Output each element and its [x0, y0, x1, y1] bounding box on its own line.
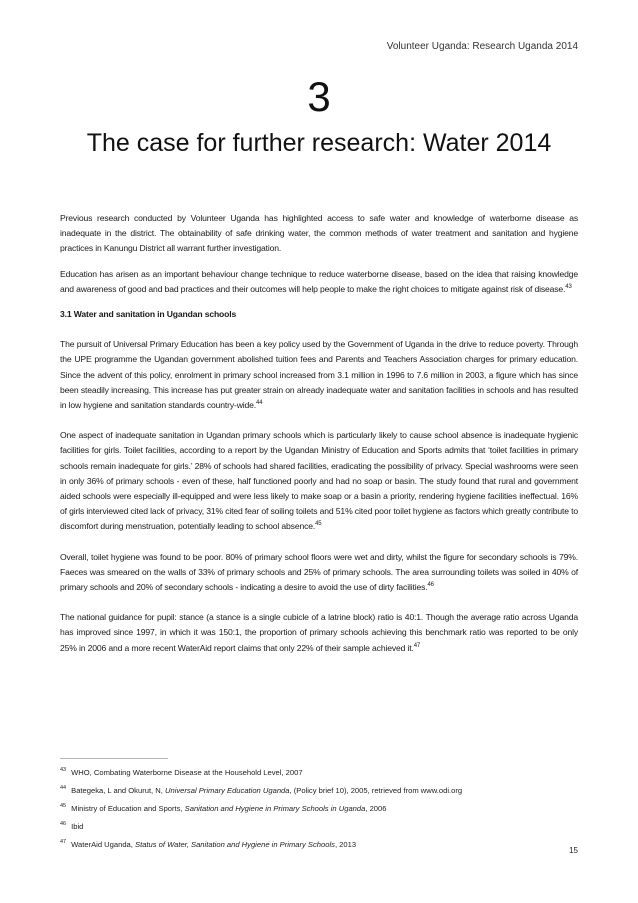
section-paragraph: The national guidance for pupil: stance (a stance is a single cubicle of a latrine block) ratio is 40:1. Though the average ratio across Uganda has improved since 1997, in which it was 150:1, the proportion of primary schools achieving this benchmark ratio was reported to be only 25% in 2006 and a more recent WaterAid report claims that only 22% of their sample achieved it.$^{47}$: [60, 612, 578, 653]
footnote-ref[interactable]: 47: [413, 642, 421, 649]
footnote-number: 43: [60, 767, 67, 774]
footnote-number: 47: [60, 839, 67, 846]
footnote-ref[interactable]: 46: [427, 582, 434, 589]
footnote-ref[interactable]: 43: [565, 283, 572, 290]
footnote-number: 44: [60, 785, 67, 792]
section-paragraph: The pursuit of Universal Primary Education has been a key policy used by the Government of Uganda in the drive to reduce poverty. Through the UPE programme the Ugandan government abolished tuition fees and Parents and Teachers Association charges for primary education. Since the advent of this policy, enrolment in primary school increased from 3.1 million in 1996 to 7.6 million in 2003, a figure which has since been steadily increasing. This increase has put greater strain on already inadequate water and sanitation facilities in schools and has resulted in low hygiene and sanitation standards country-wide.$^{44}$: [60, 339, 578, 411]
intro-paragraph: Previous research conducted by Volunteer Uganda has highlighted access to safe water and knowledge of waterborne disease as inadequate in the district. The obtainability of safe drinking water, the common methods of water treatment and sanitation and hygiene practices in Kanungu District all warrant further investigation.: [60, 213, 578, 254]
footnotes: [60, 766, 578, 856]
chapter-number: 3: [307, 73, 331, 120]
footnote: $^{46}$ Ibid: [60, 821, 84, 831]
footnote: $^{43}$ WHO, Combating Waterborne Disease at the Household Level, 2007: [60, 767, 303, 777]
body-text: [60, 211, 578, 671]
section-heading: 3.1 Water and sanitation in Ugandan schools: [60, 309, 237, 320]
footnote-divider: [60, 758, 168, 759]
section-paragraph: Overall, toilet hygiene was found to be poor. 80% of primary school floors were wet and dirty, whilst the figure for secondary schools is 79%. Faeces was smeared on the walls of 33% of primary schools and 25% of primary schools. The area surrounding toilets was soiled in 40% of primary schools and 20% of secondary schools - indicating a desire to avoid the use of dirty facilities.$^{46}$: [60, 551, 578, 593]
section-paragraph: One aspect of inadequate sanitation in Ugandan primary schools which is particularly likely to cause school absence is inadequate hygienic facilities for girls. Toilet facilities, according to a report by the Ugandan Ministry of Education and Sports admits that ‘toilet facilities in primary schools remain inadequate for girls.’ 28% of schools had shared facilities, eradicating the possibility of privacy. Special washrooms were seen in only 36% of primary schools - even of these, half functioned poorly and had no soap or basin. The study found that rural and government aided schools were especially ill-equipped and were less likely to make soap or a basin a priority, rendering hygiene facilities ineffectual. 16% of girls interviewed cited lack of privacy, 31% cited fear of soiling toilets and 51% cited poor toilet hygiene as factors which greatly contribute to discomfort during menstruation, potentially leading to school absence.$^{45}$: [60, 430, 578, 532]
footnote-ref[interactable]: 44: [256, 400, 263, 407]
chapter-title: The case for further research: Water 2014: [86, 129, 552, 157]
footnote: $^{47}$ WaterAid Uganda, Status of Water, Sanitation and Hygiene in Primary Schools, 2013: [60, 839, 357, 849]
footnote-number: 46: [60, 821, 67, 828]
running-header: Volunteer Uganda: Research Uganda 2014: [386, 41, 578, 52]
footnote: $^{44}$ Bategeka, L and Okurut, N, Universal Primary Education Uganda, (Policy brief 10), 2005, retrieved from www.odi.org: [60, 785, 463, 795]
page-number: 15: [569, 846, 578, 855]
footnote-number: 45: [60, 803, 67, 810]
footnote-ref[interactable]: 45: [315, 521, 322, 528]
intro-paragraph: Education has arisen as an important behaviour change technique to reduce waterborne disease, based on the idea that raising knowledge and awareness of good and bad practices and their outcomes will help people to make the right choices to mitigate against risk of disease.$^{43}$: [60, 268, 578, 294]
footnote: $^{45}$ Ministry of Education and Sports, Sanitation and Hygiene in Primary Schools in Uganda, 2006: [60, 803, 387, 813]
